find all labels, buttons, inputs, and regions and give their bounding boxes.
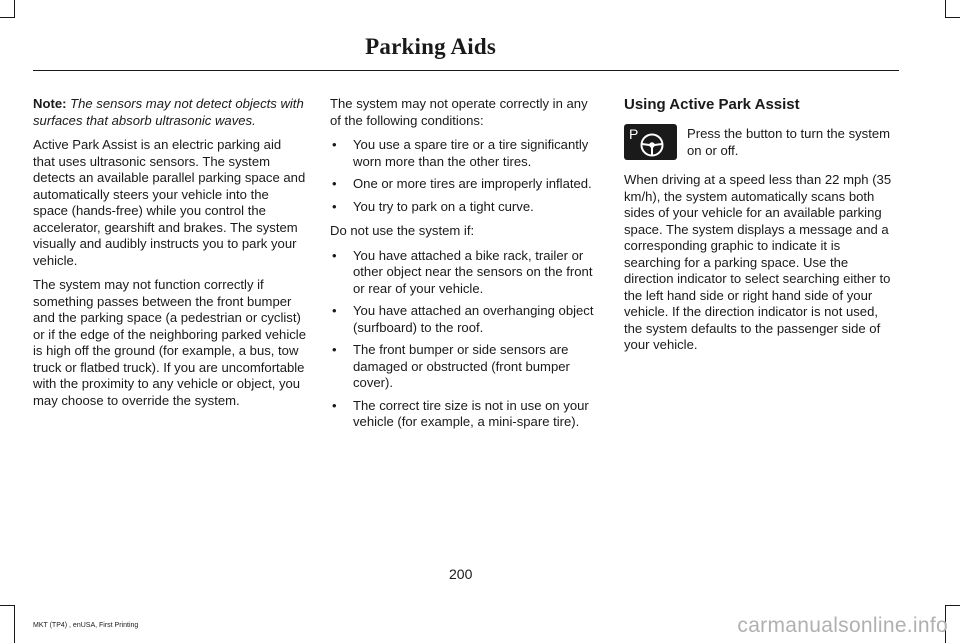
do-not-use-intro: Do not use the system if: (330, 223, 475, 238)
list-item: • You have attached a bike rack, trailer or other object near the sensors on the front or rear of your vehicle. (330, 248, 602, 298)
note-label: Note: (33, 96, 67, 111)
list-item: • You try to park on a tight curve. (330, 199, 602, 216)
crop-mark-bottom-left-h (0, 605, 15, 606)
do-not-use-list (330, 248, 602, 431)
page-number: 200 (449, 566, 473, 582)
list-item: • The front bumper or side sensors are damaged or obstructed (front bumper cover). (330, 342, 602, 392)
note-paragraph (33, 96, 306, 129)
intro-paragraph: Active Park Assist is an electric parking aid that uses ultrasonic sensors. The system detects an available parallel parking space and automatically steers your vehicle into the space (hands-free) while you control the accelerator, gearshift and brakes. The system visually and audibly instructs you to park your vehicle. (33, 137, 306, 268)
icon-description: Press the button to turn the system on or off. (687, 126, 891, 158)
column-1 (33, 96, 306, 417)
column-3 (624, 96, 896, 362)
limitation-paragraph: The system may not function correctly if something passes between the front bumper and the parking space (a pedestrian or cyclist) or if the edge of the neighboring parked vehicle is high off the ground (for example, a bus, tow truck or flatbed truck). If you are uncomfortable with the proximity to any vehicle or object, you may choose to override the system. (33, 277, 306, 408)
crop-mark-top-left-v (14, 0, 15, 18)
watermark: carmanualsonline.info (737, 614, 948, 637)
svg-text:P: P (629, 126, 639, 142)
park-assist-steering-wheel-icon (624, 124, 677, 160)
column-2 (330, 96, 602, 439)
page-title: Parking Aids (365, 34, 496, 59)
crop-mark-bottom-left-v (14, 605, 15, 643)
list-item: • One or more tires are improperly inflated. (330, 176, 602, 193)
header-rule (33, 70, 899, 71)
icon-row (624, 126, 896, 160)
conditions-intro: The system may not operate correctly in any of the following conditions: (330, 96, 588, 128)
crop-mark-top-left-h (0, 17, 15, 18)
list-item: • The correct tire size is not in use on your vehicle (for example, a mini-spare tire). (330, 398, 602, 431)
footer-text: MKT (TP4) , enUSA, First Printing (33, 622, 139, 629)
list-item: • You have attached an overhanging object (surfboard) to the roof. (330, 303, 602, 336)
crop-mark-bottom-right-h (945, 605, 960, 606)
conditions-list (330, 137, 602, 215)
scan-paragraph: When driving at a speed less than 22 mph (35 km/h), the system automatically scans both sides of your vehicle for an available parking space. The system displays a message and a corresponding graphic to indicate it is searching for a parking space. Use the direction indicator to select searching either to the left hand side or right hand side of your vehicle. If the direction indicator is not used, the system defaults to the passenger side of your vehicle. (624, 172, 892, 352)
list-item: • You use a spare tire or a tire significantly worn more than the other tires. (330, 137, 602, 170)
section-heading: Using Active Park Assist (624, 96, 800, 113)
crop-mark-top-right-v (945, 0, 946, 18)
note-text: The sensors may not detect objects with surfaces that absorb ultrasonic waves. (33, 96, 304, 128)
crop-mark-top-right-h (945, 17, 960, 18)
